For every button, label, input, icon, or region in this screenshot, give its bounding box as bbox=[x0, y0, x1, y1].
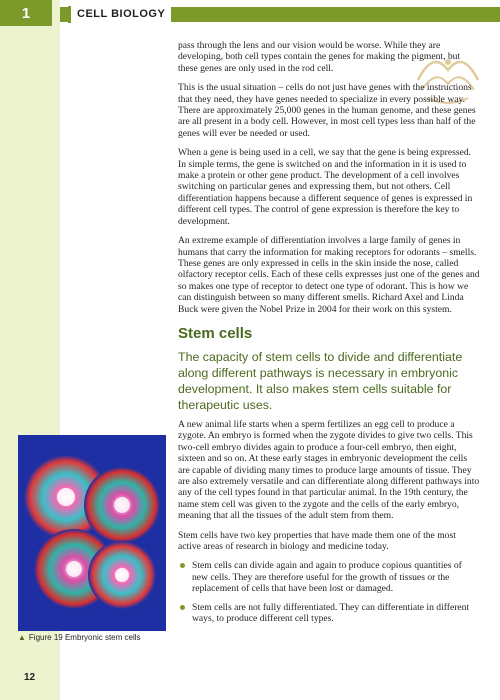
chapter-number-tab bbox=[0, 0, 52, 26]
section-heading: Stem cells bbox=[178, 324, 253, 342]
bullet-text: Stem cells can divide again and again to produce copious quantities of new cells. They are therefore useful for the growth of tissues or the replacement of cells that have been lost or damaged. bbox=[192, 560, 462, 595]
figure-caption-text: Figure 19 Embryonic stem cells bbox=[28, 633, 141, 642]
bullet-text: Stem cells are not fully differentiated. They can differentiate in different ways, to produce different cell types. bbox=[192, 601, 470, 625]
bullet-item bbox=[178, 560, 480, 594]
section-lead: The capacity of stem cells to divide and differentiate along different pathways is necessary in embryonic development. It also makes stem cells suitable for therapeutic uses. bbox=[178, 349, 463, 412]
bullet-list bbox=[178, 560, 480, 624]
bullet-item bbox=[178, 602, 480, 625]
chapter-number: 1 bbox=[21, 4, 31, 22]
body-paragraph: An extreme example of differentiation involves a large family of genes in humans that carry the information for making receptors for odorants – smells. These genes are only expressed in cells in the skin inside the nose, called olfactory receptor cells. Each of these cells expresses just one of the genes and so makes one type of receptor to detect one type of odorant. This is how we can distinguish between so many different smells. Richard Axel and Linda Buck were given the Nobel Prize in 2004 for their work on this system. bbox=[178, 235, 480, 315]
bullet-dot-icon bbox=[180, 605, 185, 610]
body-paragraph: pass through the lens and our vision would be worse. While they are developing, both cell types contain the genes for making the pigment, but these genes are only used in the rod cell. bbox=[178, 40, 461, 74]
section-paragraph: Stem cells have two key properties that have made them one of the most active areas of research in biology and medicine today. bbox=[178, 529, 456, 552]
body-paragraph: When a gene is being used in a cell, we say that the gene is being expressed. In simple terms, the gene is switched on and the information in it is used to make a protein or other gene product. The development of a cell involves switching on particular genes and expressing them, but not others. Cell differentiation happens because a different sequence of genes is expressed in different cell types. The control of gene expression is therefore the key to development. bbox=[178, 147, 473, 227]
chapter-title: CELL BIOLOGY bbox=[68, 6, 171, 23]
main-text-column bbox=[178, 40, 480, 631]
page-number: 12 bbox=[24, 672, 36, 683]
caption-triangle-icon: ▲ bbox=[18, 633, 26, 642]
figure-caption bbox=[18, 633, 178, 642]
section-paragraph: A new animal life starts when a sperm fertilizes an egg cell to produce a zygote. An embryo is formed when the zygote divides to give two cells. This two-cell embryo divides again to produce a four-cell embryo, then eight, sixteen and so on. At these early stages in embryonic development the cells are capable of dividing many times to produce large amounts of tissue. They are also extremely versatile and can differentiate along different pathways into any of the cell types found in that particular animal. In the 19th century, the name stem cell was given to the zygote and the cells of the early embryo, meaning that all the tissues of the adult stem from them. bbox=[178, 418, 480, 522]
embryonic-stem-cells-image bbox=[18, 435, 166, 631]
body-paragraph: This is the usual situation – cells do not just have genes with the instructions that they need, they have genes needed to specialize in every possible way. There are approximately 25,000 genes in the human genome, and these genes are all present in a body cell. However, in most cell types less than half of the genes will ever be needed or used. bbox=[178, 82, 476, 139]
bullet-dot-icon bbox=[180, 563, 185, 568]
